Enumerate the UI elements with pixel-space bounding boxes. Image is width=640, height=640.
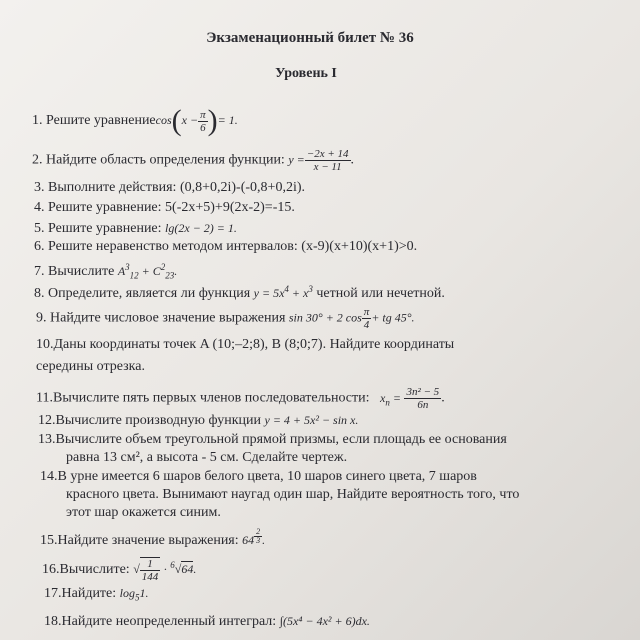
task-15: 15.Найдите значение выражения: 64 $^{\frac{2}{3}}$ . [40,527,266,548]
task-10-line2: середины отрезка. [36,359,145,374]
fraction-pi-6: $\frac{\pi}{6}$ [200,108,206,134]
task-6: 6. Решите неравенство методом интервалов: (x-9)(x+10)(x+1)>0. [34,239,418,254]
task-text: Найдите область определения функции: [46,152,285,168]
task-text: Вычислите производную функции [55,413,261,428]
math-x: x − [181,113,199,128]
task-3: 3. Выполните действия: (0,8+0,2i)-(-0,8+0,2i). [34,180,305,195]
task-14: 14.В урне имеется 6 шаров белого цвета, 10 шаров синего цвета, 7 шаров [40,469,477,484]
task-1: 1. Решите уравнениеcos(x − $\frac{\pi}{6}$ )= 1. [32,104,238,137]
task-2: 2. Найдите область определения функции: y = $\frac{-2x + 14}{x - 11}$ . [32,148,354,173]
task-12: 12.Вычислите производную функции y = 4 + 5x² − sin x. [38,413,359,428]
task-text: Найдите неопределенный интеграл: [61,614,277,629]
task-text: Вычислите [48,264,115,279]
math-combinatorics: $A^3_{12} + C^2_{23}$. [117,262,178,281]
task-13: 13.Вычислите объем треугольной прямой призмы, если площадь ее основания [38,432,507,447]
task-text: Вычислите объем треугольной прямой призмы, если площадь ее основания [55,432,507,447]
task-text: Решите уравнение: [48,221,162,236]
task-18: 18.Найдите неопределенный интеграл: ∫(5x⁴ − 4x² + 6)dx. [44,614,370,629]
task-text: Выполните действия: (0,8+0,2i)-(-0,8+0,2i). [48,180,305,195]
task-13-line2: равна 13 см², а высота - 5 см. Сделайте чертеж. [66,450,348,465]
task-text: В урне имеется 6 шаров белого цвета, 10 шаров синего цвета, 7 шаров [57,469,477,484]
task-text: Вычислите: [59,562,130,577]
task-7: 7. Вычислите $A^3_{12} + C^2_{23}$. [34,262,178,281]
task-14-line2: красного цвета. Вынимают наугад один шар, Найдите вероятность того, что [66,487,520,502]
task-14-line3: этот шар окажется синим. [66,505,221,520]
task-text: Даны координаты точек A (10;–2;8), B (8;0;7). Найдите координаты [53,337,455,352]
fraction-domain: $\frac{-2x + 14}{x - 11}$ [306,148,349,173]
fraction-exponent: 2 3 [256,527,261,546]
task-text: Найдите: [61,586,117,601]
sqrt-fraction: √ $\frac{1}{144}$ [133,557,159,583]
task-9: 9. Найдите числовое значение выражения sin 30° + 2 cos $\frac{\pi}{4}$ + tg 45°. [36,306,415,331]
task-text: Вычислите пять первых членов последовательности: [52,390,370,406]
fraction-pi-4: $\frac{\pi}{4}$ [363,306,370,331]
task-text: Найдите значение выражения: [57,533,239,548]
task-text: Решите уравнение [46,113,156,129]
root-6-of-64: $^6$√64. [170,560,197,576]
level-heading: Уровень I [275,66,337,81]
task-text: Определите, является ли функция [48,286,251,301]
task-10: 10.Даны координаты точек A (10;–2;8), B (8;0;7). Найдите координаты [36,337,455,352]
task-5: 5. Решите уравнение: lg(2x − 2) = 1. [34,221,237,236]
ticket-title: Экзаменационный билет № 36 [206,30,414,46]
math-cos: cos [155,113,172,128]
task-4: 4. Решите уравнение: 5(-2x+5)+9(2x-2)=-15. [34,200,295,215]
task-text: Найдите числовое значение выражения [50,310,286,326]
task-number: 1. [32,113,43,129]
math-rhs: = 1. [217,113,238,128]
task-17: 17.Найдите: $\log_51$. [44,586,149,603]
task-text: Решите уравнение: 5(-2x+5)+9(2x-2)=-15. [48,200,295,215]
task-8: 8. Определите, является ли функция $y = 5x^4 + x^3$ четной или нечетной. [34,284,445,301]
task-text: Решите неравенство методом интервалов: (x-9)(x+10)(x+1)>0. [48,239,418,254]
fraction-sequence: $\frac{\text{3n² − 5}}{6n}$ [406,386,440,411]
task-11: 11.Вычислите пять первых членов последовательности: $x_n$ = $\frac{\text{3n² − 5}}{6n}$ . [36,386,445,411]
task-16: 16.Вычислите: √ $\frac{1}{144}$ · $^6$√64. [42,557,197,583]
